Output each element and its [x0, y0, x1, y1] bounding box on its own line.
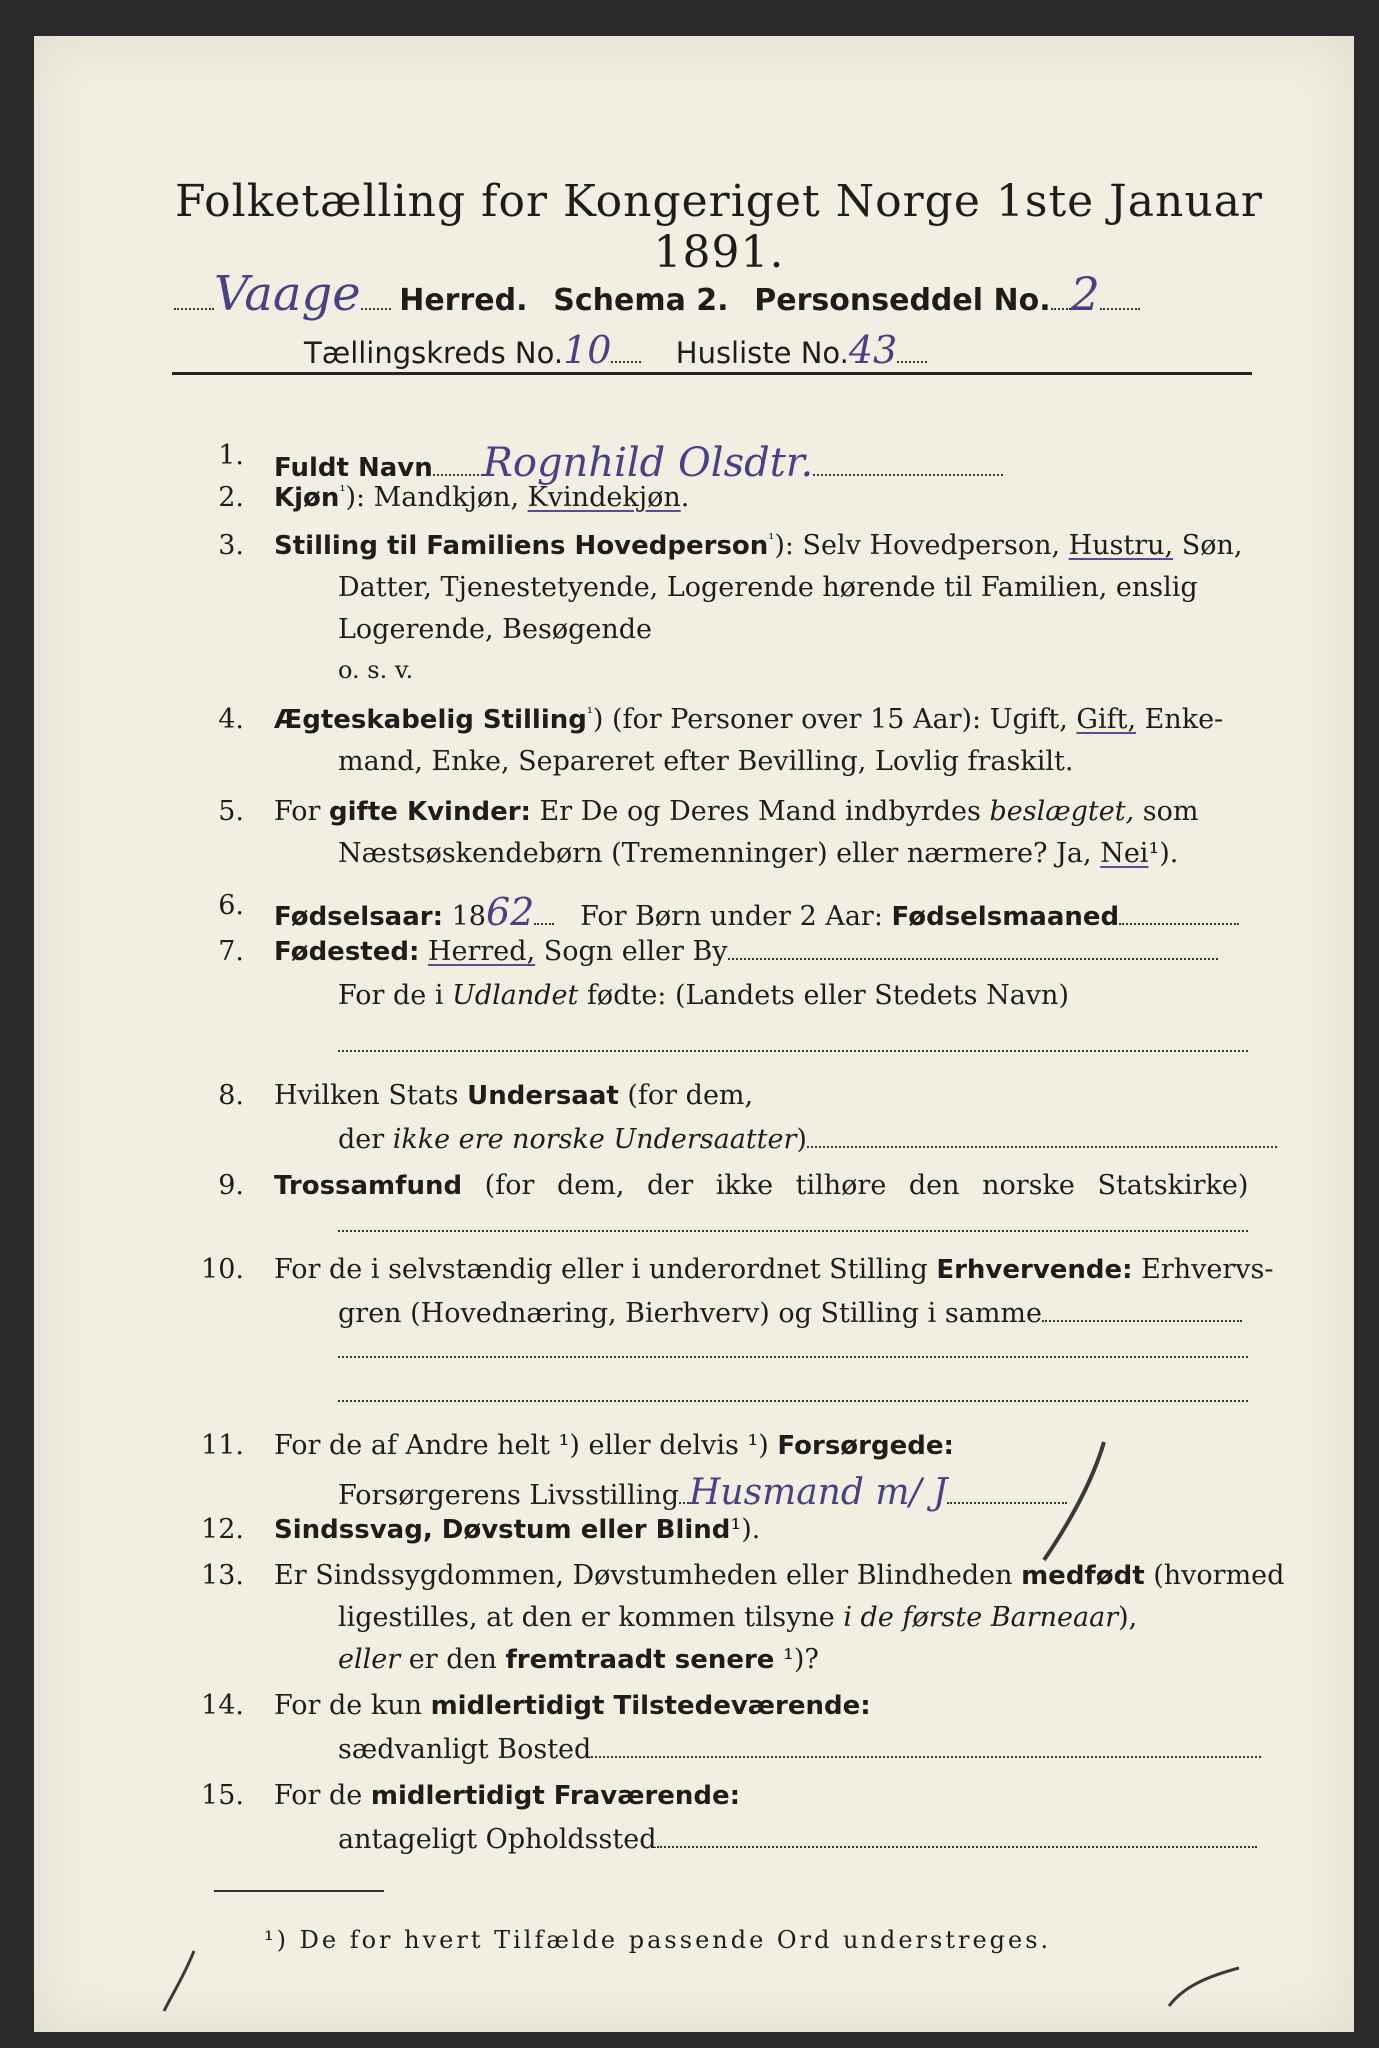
q2-label: Kjøn: [274, 483, 340, 513]
q4-text-a: ) (for Personer over 15 Aar): Ugift,: [592, 704, 1077, 735]
q13-row: [274, 1560, 1284, 1591]
husliste-value: 43: [848, 328, 898, 372]
q3-line3: Logerende, Besøgende: [338, 614, 652, 645]
q8-line2: [338, 1124, 1277, 1155]
herred-label: Herred.: [399, 283, 528, 318]
q13-label: medfødt: [1021, 1561, 1145, 1591]
q9-row: [274, 1170, 1248, 1201]
q9-label: Trossamfund: [274, 1171, 463, 1201]
q5-label: gifte Kvinder:: [329, 797, 531, 827]
q5-line2: [338, 838, 1178, 869]
q12-label: Sindssvag, Døvstum eller Blind: [274, 1515, 731, 1545]
q8-text-b: (for dem,: [618, 1080, 754, 1111]
q13-number: 13.: [201, 1560, 244, 1591]
q15-text-a: For de: [274, 1780, 371, 1811]
q13-label3: fremtraadt senere: [505, 1645, 775, 1675]
q11-row: [274, 1430, 954, 1461]
q7-text-a: Sogn eller By: [535, 936, 728, 967]
q10-number: 10.: [201, 1254, 244, 1285]
q7-number: 7.: [218, 936, 244, 967]
q13-line3: [338, 1644, 819, 1675]
q14-text-a: For de kun: [274, 1690, 431, 1721]
q8-italic: ikke ere norske Undersaatter: [392, 1124, 797, 1155]
q7-blank-line: [338, 1048, 1248, 1052]
q15-line2: antageligt Opholdssted: [338, 1824, 657, 1855]
q13-line3a: eller: [338, 1644, 401, 1675]
q11-value: Husmand m/ J: [689, 1472, 948, 1513]
q5-row: [274, 796, 1198, 827]
q10-text-b: Erhvervs-: [1132, 1254, 1274, 1285]
header-row-herred: [174, 266, 1140, 322]
q8-line2b: ): [796, 1124, 807, 1155]
census-form-sheet: [34, 36, 1354, 2032]
q2-row: [274, 482, 689, 513]
q10-row: [274, 1254, 1274, 1285]
q6-label2: Fødselsmaaned: [891, 902, 1120, 932]
q13-line3c: ¹)?: [774, 1644, 819, 1675]
q8-label: Undersaat: [467, 1081, 619, 1111]
q7-label: Fødested:: [274, 937, 420, 967]
q13-line3b: er den: [400, 1644, 506, 1675]
q14-number: 14.: [201, 1690, 244, 1721]
q5-label-a: For: [274, 796, 330, 827]
q13-line2: [338, 1602, 1137, 1633]
q10-label: Erhvervende:: [936, 1255, 1133, 1285]
q1-row: [274, 440, 1003, 486]
q15-line2-row: [338, 1824, 1257, 1855]
q4-selected: Gift,: [1076, 704, 1137, 735]
q8-line2a: der: [338, 1124, 393, 1155]
q3-row: [274, 530, 1242, 561]
personseddel-value: 2: [1070, 267, 1100, 321]
herred-value: Vaage: [214, 266, 361, 322]
q1-label: Fuldt Navn: [274, 453, 433, 483]
q10-line2-row: [338, 1298, 1242, 1329]
q6-prefix: 18: [443, 901, 486, 932]
husliste-label: Husliste No.: [675, 336, 849, 370]
q4-sup: ¹: [586, 704, 593, 722]
q12-text-a: ¹).: [730, 1514, 761, 1545]
q2-text-a: ): Mandkjøn,: [345, 482, 528, 513]
q5-italic: beslægtet,: [989, 796, 1135, 827]
q11-number: 11.: [201, 1430, 244, 1461]
q5-text-b: som: [1134, 796, 1199, 827]
corner-mark-left: [154, 1946, 214, 2016]
q11-line2-row: [338, 1472, 1067, 1513]
q7-italic: Udlandet: [452, 980, 579, 1011]
schema-label: Schema 2.: [553, 283, 729, 318]
q6-label: Fødselsaar:: [274, 902, 443, 932]
q14-line2-row: [338, 1734, 1261, 1765]
handwritten-stroke: [984, 1436, 1124, 1566]
q4-line2: mand, Enke, Separeret efter Bevilling, Lovlig fraskilt.: [338, 746, 1074, 777]
q11-line2: Forsørgerens Livsstilling: [338, 1480, 680, 1511]
q4-number: 4.: [218, 704, 244, 735]
q10-line2: gren (Hovednæring, Bierhverv) og Stilling i samme: [338, 1298, 1043, 1329]
q3-number: 3.: [218, 530, 244, 561]
q7-line2b: fødte: (Landets eller Stedets Navn): [578, 980, 1069, 1011]
q2-sup: ¹: [339, 482, 346, 500]
q7-row: [274, 936, 1218, 967]
q14-line2: sædvanligt Bosted: [338, 1734, 592, 1765]
q3-line2: Datter, Tjenestetyende, Logerende hørende til Familien, enslig: [338, 572, 1198, 603]
q2-selected: Kvindekjøn: [527, 482, 681, 513]
q10-text-a: For de i selvstændig eller i underordnet Stilling: [274, 1254, 937, 1285]
q3-line4: o. s. v.: [338, 656, 414, 684]
header-row-kreds: [304, 328, 927, 372]
q3-text-a: ): Selv Hovedperson,: [774, 530, 1069, 561]
q1-number: 1.: [218, 440, 244, 471]
q6-text-a: For Børn under 2 Aar:: [580, 901, 892, 932]
q6-row: [274, 890, 1239, 934]
q11-text-a: For de af Andre helt ¹) eller delvis ¹): [274, 1430, 778, 1461]
q8-text-a: Hvilken Stats: [274, 1080, 468, 1111]
q3-text-b: Søn,: [1173, 530, 1243, 561]
q9-text-a: (for dem, der ikke tilhøre den norske Statskirke): [462, 1170, 1249, 1201]
q2-number: 2.: [218, 482, 244, 513]
q10-blank-line-1: [338, 1354, 1248, 1358]
q13-line2b: ),: [1118, 1602, 1138, 1633]
q3-sup: ¹: [768, 530, 775, 548]
header-divider: [172, 372, 1252, 375]
corner-mark-right: [1164, 1956, 1244, 2016]
q13-text-b: (hvormed: [1144, 1560, 1285, 1591]
q4-text-b: Enke-: [1136, 704, 1224, 735]
q12-row: [274, 1514, 760, 1545]
q14-label: midlertidigt Tilstedeværende:: [430, 1691, 871, 1721]
q15-label: midlertidigt Fraværende:: [370, 1781, 741, 1811]
q4-row: [274, 704, 1223, 735]
kreds-label: Tællingskreds No.: [304, 336, 564, 370]
q8-number: 8.: [218, 1080, 244, 1111]
q10-blank-line-2: [338, 1398, 1248, 1402]
q5-line2a: Næstsøskendebørn (Tremenninger) eller nærmere? Ja,: [338, 838, 1101, 869]
q13-line2a: ligestilles, at den er kommen tilsyne: [338, 1602, 844, 1633]
q5-text-a: Er De og Deres Mand indbyrdes: [530, 796, 990, 827]
q13-text-a: Er Sindssygdommen, Døvstumheden eller Blindheden: [274, 1560, 1022, 1591]
q9-number: 9.: [218, 1170, 244, 1201]
q3-selected: Hustru,: [1068, 530, 1174, 561]
q2-text-b: .: [680, 482, 690, 513]
q5-selected: Nei: [1100, 838, 1149, 869]
q5-number: 5.: [218, 796, 244, 827]
footnote-rule: [214, 1890, 384, 1892]
footnote: ¹) De for hvert Tilfælde passende Ord understreges.: [264, 1926, 1052, 1954]
q6-value: 62: [485, 890, 535, 934]
q4-label: Ægteskabelig Stilling: [274, 705, 587, 735]
q1-value: Rognhild Olsdtr.: [482, 440, 814, 486]
q15-row: [274, 1780, 740, 1811]
q12-number: 12.: [201, 1514, 244, 1545]
q15-number: 15.: [201, 1780, 244, 1811]
q6-number: 6.: [218, 890, 244, 921]
q7-line2a: For de i: [338, 980, 453, 1011]
q14-row: [274, 1690, 871, 1721]
q3-label: Stilling til Familiens Hovedperson: [274, 531, 769, 561]
kreds-value: 10: [563, 328, 612, 372]
q9-blank-line: [338, 1228, 1248, 1232]
personseddel-label: Personseddel No.: [754, 283, 1051, 318]
form-title: Folketælling for Kongeriget Norge 1ste Januar 1891.: [175, 176, 1263, 278]
q7-line2: [338, 980, 1069, 1011]
q11-label: Forsørgede:: [777, 1431, 954, 1461]
q8-row: [274, 1080, 753, 1111]
q7-selected: Herred,: [427, 936, 536, 967]
q13-italic: i de første Barneaar: [843, 1602, 1119, 1633]
q5-line2b: ¹).: [1148, 838, 1179, 869]
